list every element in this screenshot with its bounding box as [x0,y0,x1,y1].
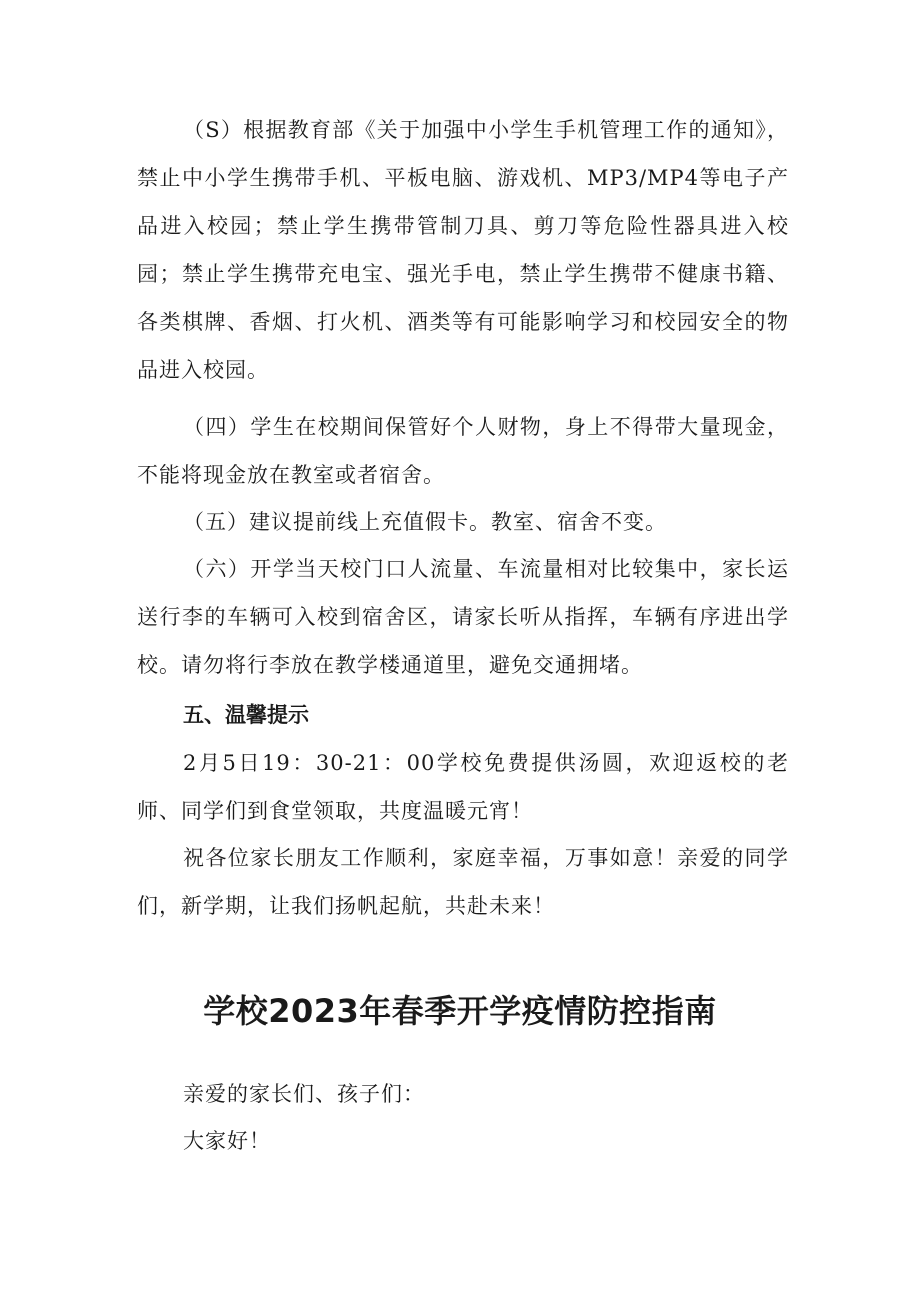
paragraph-item-4: （四）学生在校期间保管好个人财物，身上不得带大量现金，不能将现金放在教室或者宿舍。 [137,415,789,487]
paragraph-item-6: （六）开学当天校门口人流量、车流量相对比较集中，家长运送行李的车辆可入校到宿舍区，请家长听从指挥，车辆有序进出学校。请勿将行李放在教学楼通道里，避免交通拥堵。 [137,557,789,677]
paragraph-item-s: （S）根据教育部《关于加强中小学生手机管理工作的通知》，禁止中小学生携带手机、平板电脑、游戏机、MP3/MP4等电子产品进入校园；禁止学生携带管制刀具、剪刀等危险性器具进入校园；禁止学生携带充电宝、强光手电，禁止学生携带不健康书籍、各类棋牌、香烟、打火机、酒类等有可能影响学习和校园安全的物品进入校园。 [137,118,789,382]
document-title: 学校2023年春季开学疫情防控指南 [203,992,717,1030]
salutation: 亲爱的家长们、孩子们： [183,1082,425,1106]
paragraph-item-5: （五）建议提前线上充值假卡。教室、宿舍不变。 [183,510,667,534]
greeting-hello: 大家好！ [183,1129,271,1153]
section-heading-tips: 五、温馨提示 [183,703,309,727]
paragraph-lantern-festival: 2月5日19：30-21：00学校免费提供汤圆，欢迎返校的老师、同学们到食堂领取，共度温暖元宵！ [137,751,789,823]
paragraph-closing-wishes: 祝各位家长朋友工作顺利，家庭幸福，万事如意！亲爱的同学们，新学期，让我们扬帆起航，共赴未来！ [137,846,789,918]
